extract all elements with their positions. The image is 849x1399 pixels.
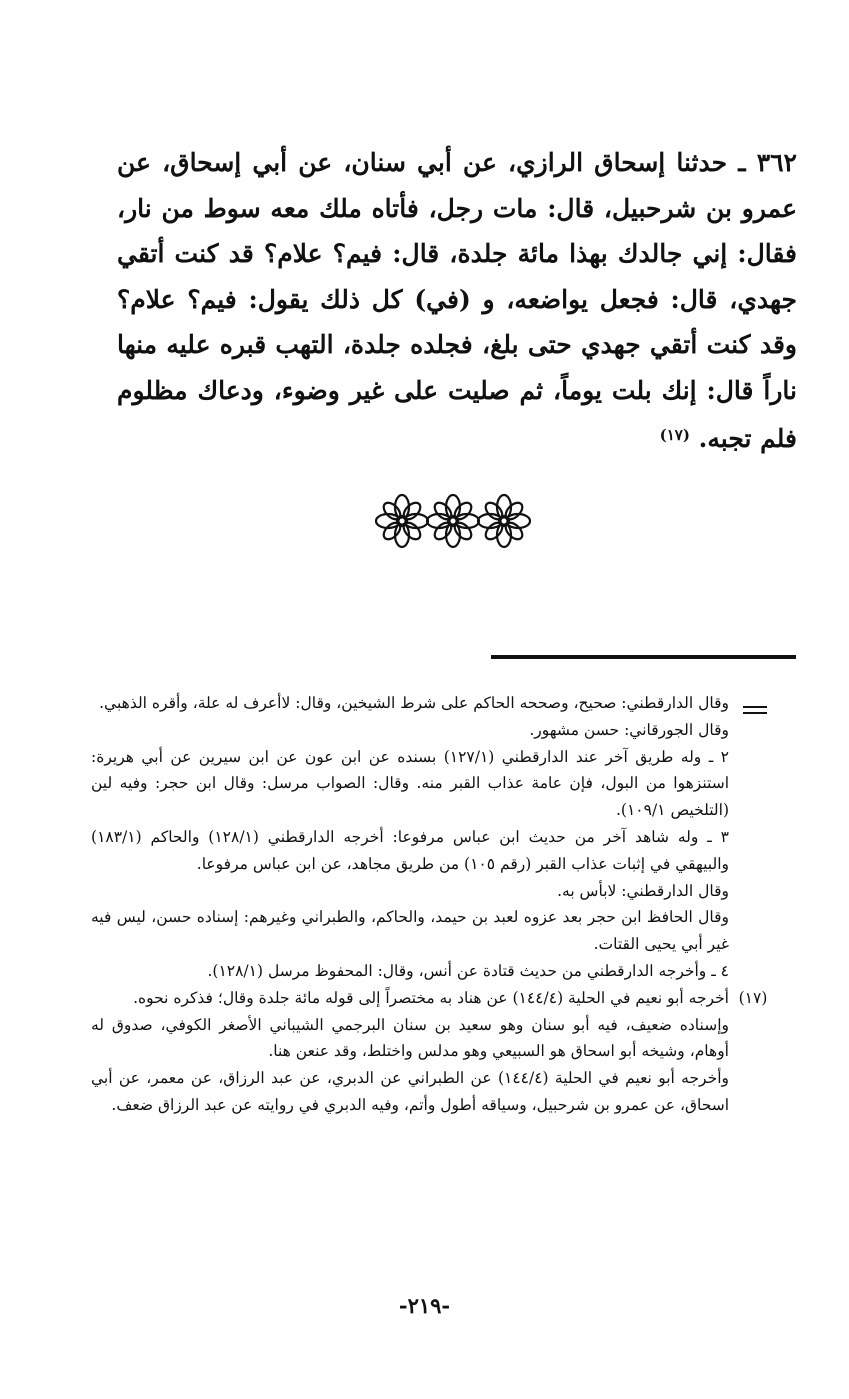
footnotes-section bbox=[91, 690, 771, 1119]
footnote-17 bbox=[91, 985, 771, 1119]
footnote-line: وقال الحافظ ابن حجر بعد عزوه لعبد بن حيمد، والحاكم، والطبراني وغيرهم: إسناده حسن، ليس فيه غير أبي يحيى القتات. bbox=[91, 908, 729, 954]
footnote-line: وقال الجورقاني: حسن مشهور. bbox=[529, 720, 729, 739]
footnote-line: أخرجه أبو نعيم في الحلية (١٤٤/٤) عن هناد به مختصراً إلى قوله مائة جلدة وقال؛ فذكره نحوه. bbox=[133, 988, 729, 1007]
footnote-line: وإسناده ضعيف، فيه أبو سنان وهو سعيد بن سنان البرجمي الشيباني الأصغر الكوفي، صدوق له أوهام، وشيخه أبو اسحاق هو السبيعي وهو مدلس واختلط، وقد عنعن هنا. bbox=[91, 1015, 729, 1061]
hadith-paragraph bbox=[117, 140, 797, 462]
footnote-line: وأخرجه أبو نعيم في الحلية (١٤٤/٤) عن الطبراني عن الدبري، عن عبد الرزاق، عن معمر، عن أبي اسحاق، عن عمرو بن شرحبيل، وسياقه أطول وأتم، وفيه الدبري في روايته عن عبد الرزاق ضعف. bbox=[91, 1069, 729, 1114]
flower-ornament-icon bbox=[375, 490, 531, 552]
footnote-reference: (١٧) bbox=[659, 426, 690, 444]
footnote-line: وقال الدارقطني: لابأس به. bbox=[557, 881, 729, 900]
hadith-paragraph-text: ٣٦٢ ـ حدثنا إسحاق الرازي، عن أبي سنان، عن أبي إسحاق، عن عمرو بن شرحبيل، قال: مات رجل، فأتاه ملك معه سوط من نار، فقال: إني جالدك بهذا مائة جلدة، قال: فيم؟ علام؟ قد كنت أتقي جهدي، قال: فجعل يواضعه، و (في) كل ذلك يقول: فيم؟ علام؟ وقد كنت أتقي جهدي حتى بلغ، فجلده جلدة، التهب قبره عليه منها ناراً قال: إنك بلت يوماً، ثم صليت على غير وضوء، ودعاك مظلوم فلم تجبه. bbox=[117, 148, 797, 453]
footnote-continuation bbox=[91, 690, 771, 985]
footnote-line: ٢ ـ وله طريق آخر عند الدارقطني (١٢٧/١) بسنده عن ابن عون عن ابن سيرين عن أبي هريرة: استنزهوا من البول، فإن عامة عذاب القبر منه. وقال: الصواب مرسل: وقال ابن حجر: وفيه لين (التلخيص ١٠٩/١). bbox=[91, 747, 729, 820]
footnote-line: ٤ ـ وأخرجه الدارقطني من حديث قتادة عن أنس، وقال: المحفوظ مرسل (١٢٨/١). bbox=[207, 961, 729, 980]
continuation-mark-icon bbox=[743, 706, 767, 716]
footnote-line: ٣ ـ وله شاهد آخر من حديث ابن عباس مرفوعا: أخرجه الدارقطني (١٢٨/١) والحاكم (١٨٣/١) والبيهقي في إثبات عذاب القبر (رقم ١٠٥) من طريق مجاهد، عن ابن عباس مرفوعا. bbox=[91, 827, 729, 873]
page-number: -٢١٩- bbox=[398, 1293, 451, 1318]
hadith-text bbox=[117, 140, 797, 462]
footnote-17-marker: (١٧) bbox=[738, 988, 768, 1007]
footnote-line: وقال الدارقطني: صحيح، وصححه الحاكم على شرط الشيخين، وقال: لاأعرف له علة، وأقره الذهبي. bbox=[99, 694, 729, 712]
footnote-separator bbox=[491, 655, 796, 659]
